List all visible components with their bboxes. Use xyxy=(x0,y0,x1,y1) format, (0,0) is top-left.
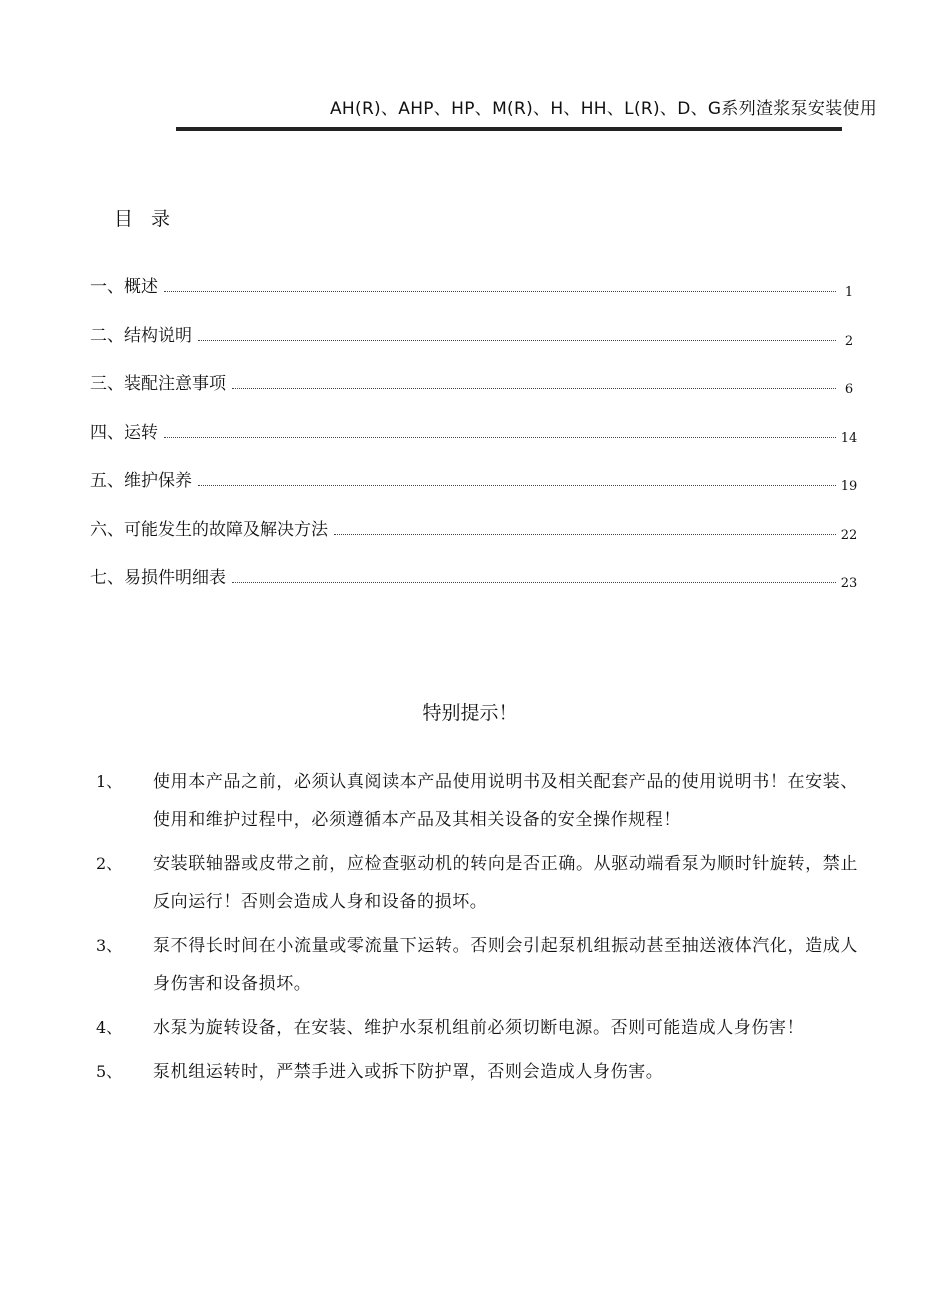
document-title: AH(R)、AHP、HP、M(R)、H、HH、L(R)、D、G系列渣浆泵安装使用 xyxy=(330,99,878,119)
toc-entry-page: 2 xyxy=(844,333,854,349)
notice-item xyxy=(96,927,866,1003)
toc-entry-page: 19 xyxy=(840,479,858,494)
toc-leader-dots xyxy=(162,272,836,302)
toc-entry-label: 六、可能发生的故障及解决方法 xyxy=(90,519,328,540)
notice-list xyxy=(96,763,866,1097)
toc-leader-dots xyxy=(230,369,836,399)
toc-entry-page: 22 xyxy=(840,527,858,543)
toc-entry-label: 七、易损件明细表 xyxy=(90,568,226,588)
toc-entry[interactable] xyxy=(90,272,860,321)
toc-entry-label: 四、运转 xyxy=(90,422,158,443)
toc-entry[interactable] xyxy=(90,563,860,612)
notice-number: 3、 xyxy=(96,936,123,955)
toc-entry-page: 14 xyxy=(840,430,858,446)
toc-leader-dots xyxy=(162,418,836,448)
notice-item xyxy=(96,1053,866,1091)
toc-leader-dots xyxy=(230,563,836,593)
toc-entry-label: 五、维护保养 xyxy=(90,471,192,491)
toc-entry[interactable] xyxy=(90,369,860,418)
toc-entry-label: 三、装配注意事项 xyxy=(90,374,226,394)
notice-text: 安装联轴器或皮带之前，应检查驱动机的转向是否正确。从驱动端看泵为顺时针旋转，禁止反向运行！否则会造成人身和设备的损坏。 xyxy=(153,854,858,912)
toc-entry-label: 一、概述 xyxy=(90,277,158,297)
notice-text: 使用本产品之前，必须认真阅读本产品使用说明书及相关配套产品的使用说明书！在安装、使用和维护过程中，必须遵循本产品及其相关设备的安全操作规程！ xyxy=(153,772,858,830)
toc-heading: 目 录 xyxy=(114,208,177,230)
header-divider xyxy=(176,127,842,131)
toc-leader-dots xyxy=(196,321,836,351)
toc-entry-label: 二、结构说明 xyxy=(90,325,192,346)
notice-title: 特别提示！ xyxy=(422,702,518,724)
table-of-contents xyxy=(90,272,860,612)
notice-text: 泵机组运转时，严禁手进入或拆下防护罩，否则会造成人身伤害。 xyxy=(153,1062,664,1082)
toc-entry[interactable] xyxy=(90,515,860,564)
notice-number: 2、 xyxy=(96,854,123,873)
toc-entry-page: 23 xyxy=(840,576,858,591)
toc-entry[interactable] xyxy=(90,418,860,467)
notice-number: 1、 xyxy=(96,772,123,791)
notice-number: 5、 xyxy=(96,1062,123,1081)
toc-entry-page: 1 xyxy=(844,285,854,300)
toc-leader-dots xyxy=(332,515,836,545)
toc-leader-dots xyxy=(196,466,836,496)
notice-item xyxy=(96,845,866,921)
notice-item xyxy=(96,1009,866,1047)
toc-entry[interactable] xyxy=(90,466,860,515)
toc-entry-page: 6 xyxy=(844,382,854,397)
notice-text: 泵不得长时间在小流量或零流量下运转。否则会引起泵机组振动甚至抽送液体汽化，造成人身伤害和设备损坏。 xyxy=(153,936,858,994)
notice-item xyxy=(96,763,866,839)
notice-number: 4、 xyxy=(96,1018,123,1037)
toc-entry[interactable] xyxy=(90,321,860,370)
notice-text: 水泵为旋转设备，在安装、维护水泵机组前必须切断电源。否则可能造成人身伤害！ xyxy=(153,1018,805,1038)
